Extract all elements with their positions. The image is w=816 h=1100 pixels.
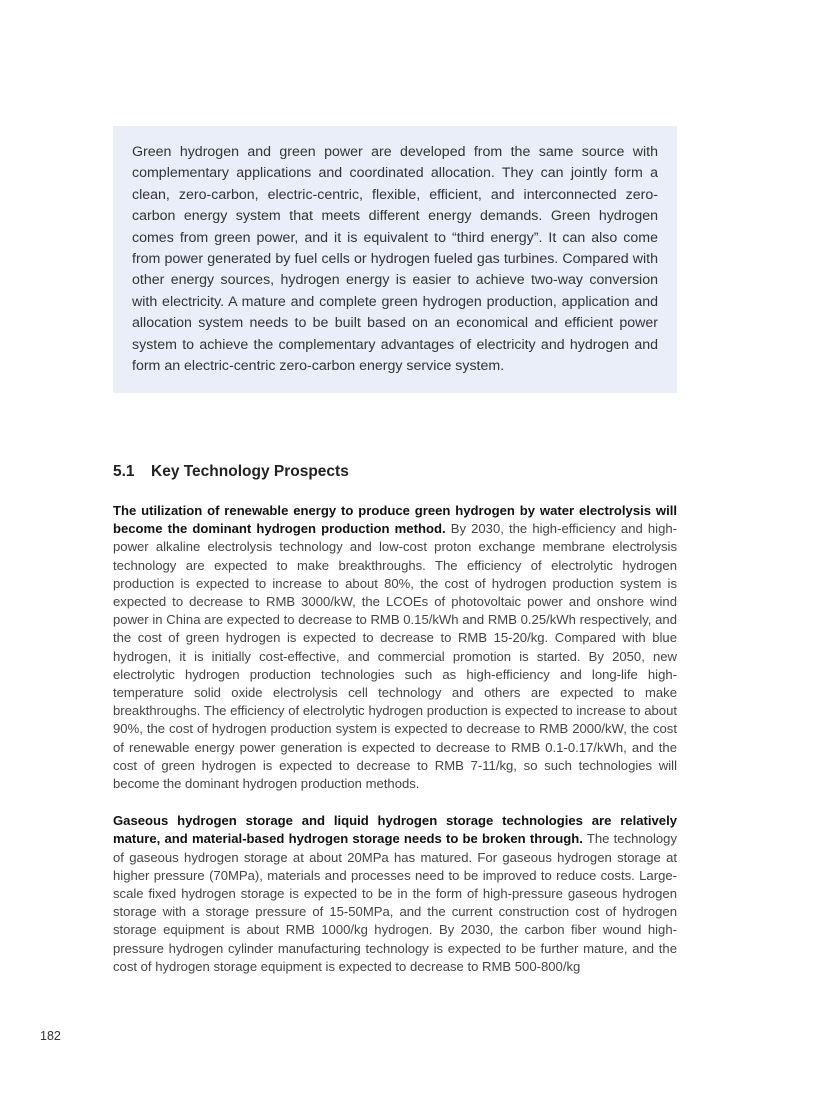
body-text [113,502,677,995]
section-heading [113,463,349,481]
paragraph-lead: The utilization of renewable energy to produce green hydrogen by water electrolysis will become the dominant hydrogen production method. [113,503,677,537]
paragraph-body: The technology of gaseous hydrogen storage at about 20MPa has matured. For gaseous hydrogen storage at higher pressure (70MPa), materials and processes need to be improved to reduce costs. Large-scale fixed hydrogen storage is expected to be in the form of high-pressure gaseous hydrogen storage with a storage pressure of 15-50MPa, and the current construction cost of hydrogen storage equipment is about RMB 1000/kg hydrogen. By 2030, the carbon fiber wound high-pressure hydrogen cylinder manufacturing technology is expected to be further mature, and the cost of hydrogen storage equipment is expected to decrease to RMB 500-800/kg [113,831,677,974]
paragraph-body: By 2030, the high-efficiency and high-power alkaline electrolysis technology and low-cost proton exchange membrane electrolysis technology are expected to make breakthroughs. The efficiency of electrolytic hydrogen production is expected to increase to about 80%, the cost of hydrogen production system is expected to decrease to RMB 3000/kW, the LCOEs of photovoltaic power and onshore wind power in China are expected to decrease to RMB 0.15/kWh and RMB 0.25/kWh respectively, and the cost of green hydrogen is expected to decrease to RMB 15-20/kg. Compared with blue hydrogen, it is initially cost-effective, and commercial promotion is started. By 2050, new electrolytic hydrogen production technologies such as high-efficiency and long-life high-temperature solid oxide electrolysis cell technology and others are expected to make breakthroughs. The efficiency of electrolytic hydrogen production is expected to increase to about 90%, the cost of hydrogen production system is expected to decrease to RMB 2000/kW, the cost of renewable energy power generation is expected to decrease to RMB 0.1-0.17/kWh, and the cost of green hydrogen is expected to decrease to RMB 7-11/kg, so such technologies will become the dominant hydrogen production methods. [113,521,677,792]
section-number: 5.1 [113,463,135,480]
paragraph-hydrogen-storage [113,812,677,976]
paragraph-lead: Gaseous hydrogen storage and liquid hydrogen storage technologies are relatively mature, and material-based hydrogen storage needs to be broken through. [113,813,677,847]
paragraph-hydrogen-production [113,502,677,793]
section-title: Key Technology Prospects [151,463,349,480]
page-number: 182 [40,1029,61,1043]
callout-box [113,126,677,393]
callout-text: Green hydrogen and green power are developed from the same source with complementary applications and coordinated allocation. They can jointly form a clean, zero-carbon, electric-centric, flexible, efficient, and interconnected zero-carbon energy system that meets different energy demands. Green hydrogen comes from green power, and it is equivalent to “third energy”. It can also come from power generated by fuel cells or hydrogen fueled gas turbines. Compared with other energy sources, hydrogen energy is easier to achieve two-way conversion with electricity. A mature and complete green hydrogen production, application and allocation system needs to be built based on an economical and efficient power system to achieve the complementary advantages of electricity and hydrogen and form an electric-centric zero-carbon energy service system. [132,144,658,375]
